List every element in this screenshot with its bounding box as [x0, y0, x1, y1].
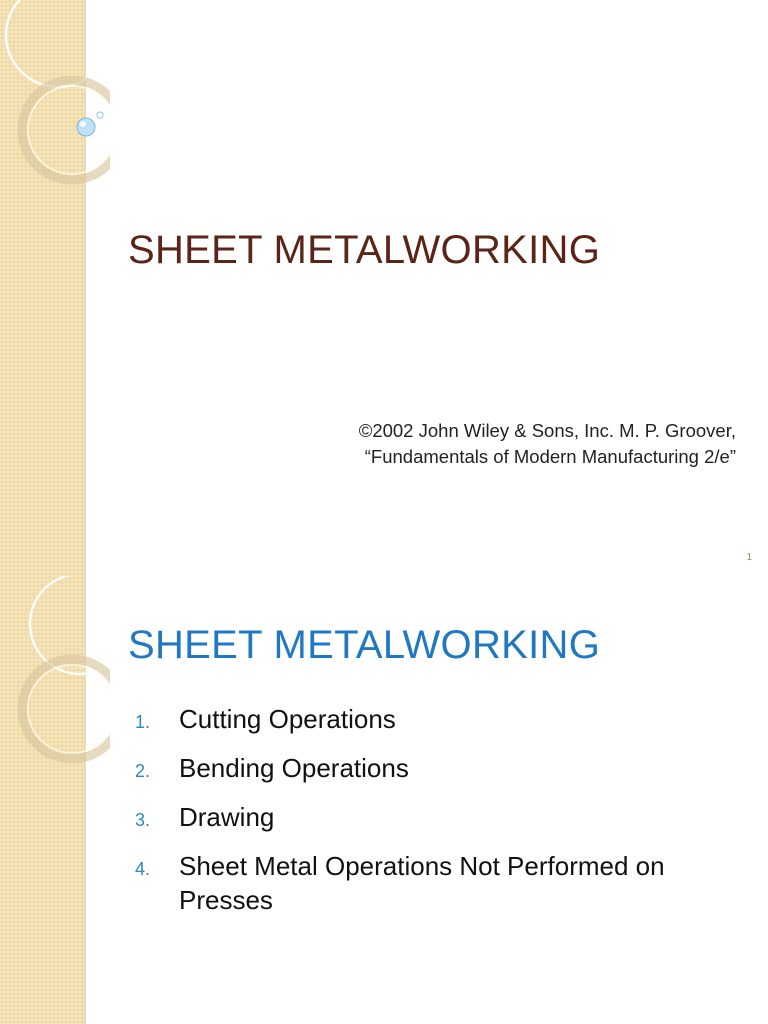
- list-item: [132, 800, 747, 834]
- slide-number: 1: [746, 552, 752, 563]
- list-item-number: 4.: [135, 859, 151, 879]
- slide-title: SHEET METALWORKING: [128, 623, 601, 667]
- list-item-number: 1.: [135, 712, 151, 732]
- slide-subtitle: [359, 418, 736, 470]
- operations-list: [132, 702, 747, 932]
- ring-circles-icon: [0, 576, 110, 776]
- list-item-text: Cutting Operations: [179, 704, 396, 734]
- copyright-line: ©2002 John Wiley & Sons, Inc. M. P. Groover,: [358, 420, 736, 441]
- slide-title: SHEET METALWORKING: [128, 228, 601, 272]
- list-item-text: Drawing: [179, 802, 275, 832]
- list-item: [132, 751, 747, 785]
- content-slide: [0, 576, 768, 1024]
- list-item: [132, 702, 747, 736]
- bubble-icon: [77, 112, 103, 136]
- book-title-line: “Fundamentals of Modern Manufacturing 2/e”: [364, 446, 736, 467]
- list-item-number: 2.: [135, 761, 151, 781]
- ring-circles-icon: [0, 0, 110, 200]
- list-item-text: Sheet Metal Operations Not Performed on Presses: [179, 851, 665, 915]
- list-item: [132, 849, 747, 917]
- list-item-number: 3.: [135, 810, 151, 830]
- list-item-text: Bending Operations: [179, 753, 409, 783]
